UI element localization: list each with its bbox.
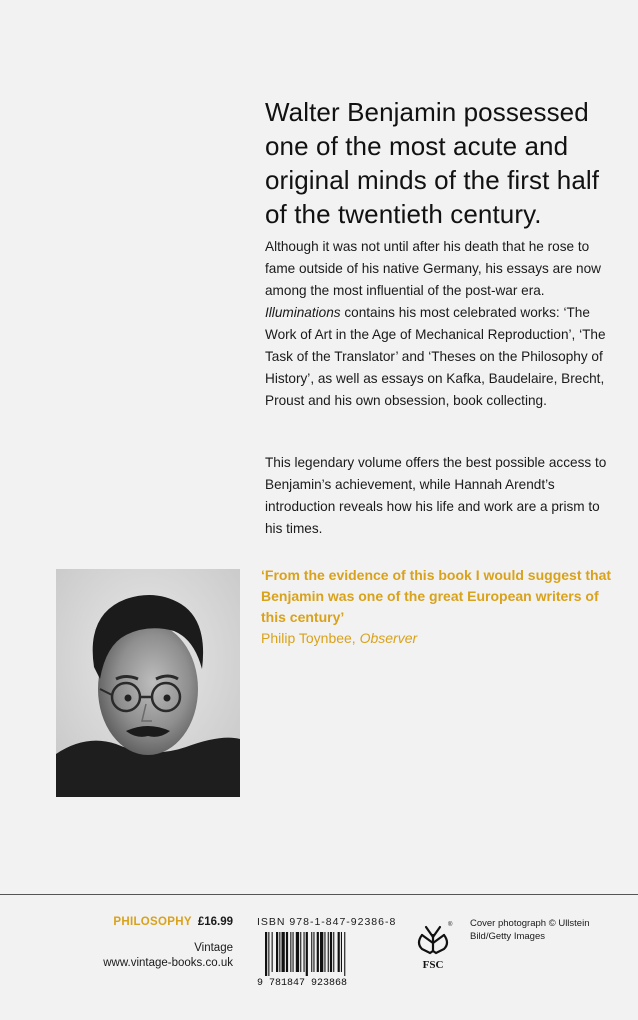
svg-text:®: ® [448,922,453,928]
price-label: £16.99 [197,916,233,928]
isbn-barcode [257,932,393,987]
headline: Walter Benjamin possessed one of the most acute and original minds of the first half of the twentieth century. [265,97,600,229]
fsc-logo [408,917,458,973]
paragraph-1-text-a: Although it was not until after his death that he rose to fame outside of his native Germany, his essays are now among the most influential of the post-war era. [265,239,601,298]
description-paragraph-1 [265,236,615,412]
footer-divider [0,894,638,895]
quote-publication: Observer [359,630,418,646]
quote-text: ‘From the evidence of this book I would suggest that Benjamin was one of the great European writers of this century’ [261,567,612,625]
isbn-text: ISBN 978-1-847-92386-8 [257,916,397,928]
category-label: PHILOSOPHY [113,916,192,928]
review-quote [261,565,621,649]
fsc-text: FSC [422,959,444,971]
description-paragraph-2: This legendary volume offers the best possible access to Benjamin’s achievement, while Hannah Arendt’s introduction reveals how his life and work are a prism to his times. [265,455,607,536]
fsc-tree-icon [419,927,447,953]
publisher-website: www.vintage-books.co.uk [103,957,233,969]
quote-author: Philip Toynbee, [261,630,360,646]
publisher-name: Vintage [194,942,233,954]
paragraph-1-text-b: contains his most celebrated works: ‘The Work of Art in the Age of Mechanical Reproduction’, ‘The Task of the Translator’ and ‘Theses on the Philosophy of History’, as well as essays on Kafka, Baudelaire, Brecht, Proust and his own obsession, book collecting. [265,305,606,408]
photo-credit: Cover photograph © Ullstein Bild/Getty Images [470,918,590,942]
author-portrait-illustration [56,569,240,797]
footer-publisher-info [103,915,233,971]
book-title-italic: Illuminations [265,305,341,320]
quote-source [261,628,621,649]
barcode-number: 9 781847 923868 [257,978,348,987]
author-portrait-photo [56,569,240,797]
